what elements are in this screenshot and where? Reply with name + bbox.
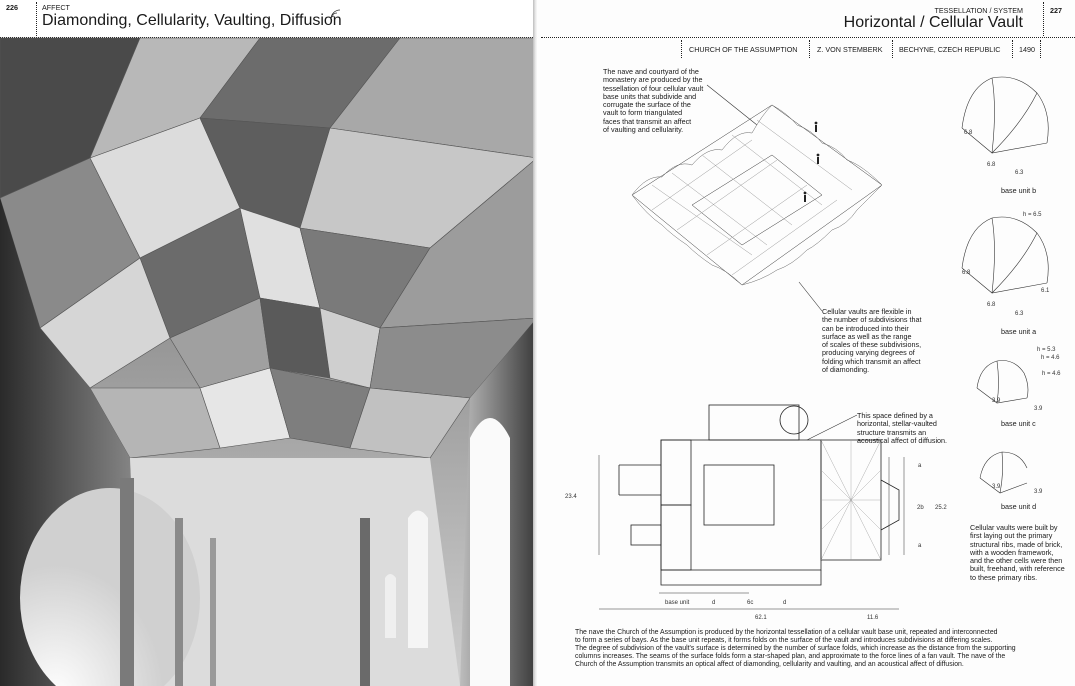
unit-a-dim: 6.8 bbox=[987, 302, 996, 308]
plan-dim-d1: d bbox=[712, 600, 716, 606]
body-text: The nave the Church of the Assumption is produced by the horizontal tessellation of a cellular vault base unit, repeated and interconnected to form a series of bays. As the base unit repeats, it forms folds on the surface of the vault and introduces subdivisions at differing scales. The degree of subdivision of the vault's surface is determined by the number of surface folds, which increase as the distance from the supporting columns increases. The seams of the surface folds form a star-shaped plan, and approximate to the force lines of a fan vault. The nave of the Church of the Assumption transmits an optical affect of diamonding, cellularity and vaulting, and an acoustical affect of diffusion. bbox=[575, 629, 1016, 669]
unit-c-dim: 3.9 bbox=[1034, 406, 1043, 412]
caption-space: This space defined by a horizontal, stellar-vaulted structure transmits an acoustical affect of diffusion. bbox=[857, 411, 948, 445]
plan-dim-d2: d bbox=[783, 600, 787, 606]
unit-d-dim: 3.9 bbox=[1034, 489, 1043, 495]
plan-dim-a-top: a bbox=[918, 463, 922, 469]
plan-dim-total-2: 11.6 bbox=[867, 615, 879, 621]
caption-tessellation: The nave and courtyard of the monastery are produced by the tessellation of four cellular vault base units that subdivide and corrugate the surface of the vault to form triangulated faces that transmit an affect of vaulting and cellularity. bbox=[603, 67, 704, 135]
unit-a-dim: 6.8 bbox=[962, 270, 971, 276]
unit-b-dim: 6.3 bbox=[1015, 170, 1024, 176]
left-page-number: 226 bbox=[6, 3, 18, 12]
base-unit-d-label: base unit d bbox=[1001, 502, 1037, 511]
axonometric-vault-drawing bbox=[592, 85, 892, 325]
vault-photograph bbox=[0, 38, 537, 686]
unit-d-dim: 3.9 bbox=[992, 484, 1001, 490]
unit-b-dim: 6.8 bbox=[987, 162, 996, 168]
caption-flexible: Cellular vaults are flexible in the number of subdivisions that can be introduced into their surface as well as the range of scales of these subdivisions, producing varying degrees of folding which transmit an affect of diamonding. bbox=[822, 307, 922, 375]
plan-dim-total: 25.2 bbox=[935, 505, 947, 511]
project-location: BECHYNE, CZECH REPUBLIC bbox=[899, 45, 1001, 54]
left-section-label: AFFECT bbox=[42, 3, 70, 12]
project-architect: Z. VON STEMBERK bbox=[817, 45, 883, 54]
sound-waves-icon bbox=[330, 10, 340, 20]
unit-c-dim: h = 4.6 bbox=[1041, 355, 1060, 361]
floor-plan-drawing bbox=[599, 395, 929, 620]
unit-a-dim: h = 6.5 bbox=[1023, 212, 1042, 218]
unit-a-dim: 6.1 bbox=[1041, 288, 1050, 294]
right-page bbox=[537, 0, 1075, 686]
unit-c-dim: h = 5.3 bbox=[1037, 347, 1056, 353]
left-page-title: Diamonding, Cellularity, Vaulting, Diffusion bbox=[42, 12, 342, 29]
plan-dim-2b: 2b bbox=[917, 505, 924, 511]
plan-dim-6c: 6c bbox=[747, 600, 754, 606]
base-unit-b-label: base unit b bbox=[1001, 186, 1037, 195]
left-page bbox=[0, 0, 537, 686]
caption-built: Cellular vaults were built by first laying out the primary structural ribs, made of brick, with a wooden framework, and the other cells were then built, freehand, with reference to these primary ribs. bbox=[970, 523, 1065, 582]
plan-dim-a-bottom: a bbox=[918, 543, 922, 549]
unit-c-dim: 3.9 bbox=[992, 398, 1001, 404]
base-unit-a-label: base unit a bbox=[1001, 327, 1037, 336]
unit-a-dim: 6.3 bbox=[1015, 311, 1024, 317]
plan-dim-total-1: 62.1 bbox=[755, 615, 767, 621]
project-year: 1490 bbox=[1019, 45, 1035, 54]
right-page-number: 227 bbox=[1050, 6, 1062, 15]
right-page-title: Horizontal / Cellular Vault bbox=[843, 14, 1023, 31]
plan-base-unit-label: base unit bbox=[665, 600, 690, 606]
unit-c-dim: h = 4.6 bbox=[1042, 371, 1061, 377]
project-name: CHURCH OF THE ASSUMPTION bbox=[689, 45, 798, 54]
header-divider bbox=[36, 2, 37, 36]
base-unit-c-label: base unit c bbox=[1001, 419, 1036, 428]
plan-dim-left: 23.4 bbox=[565, 494, 577, 500]
unit-b-dim: 6.8 bbox=[964, 130, 973, 136]
right-section-label: TESSELLATION / SYSTEM bbox=[934, 6, 1023, 15]
